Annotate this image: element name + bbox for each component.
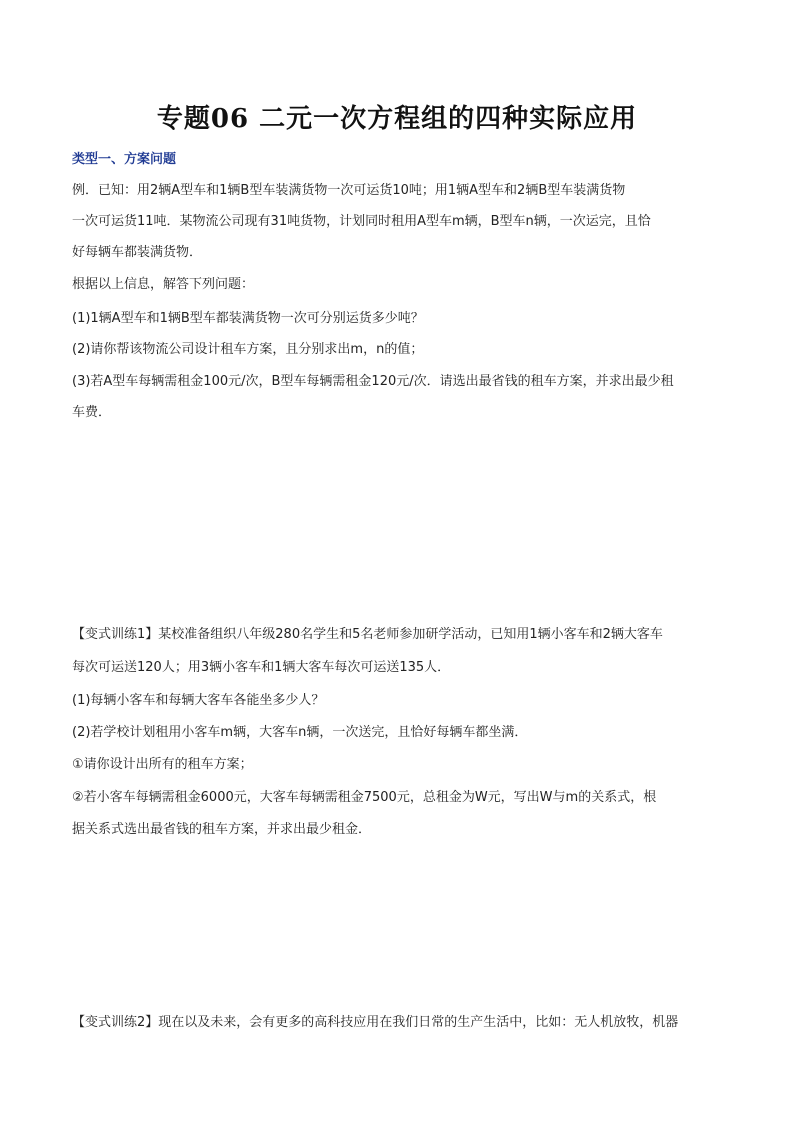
- variant1-question-2: (2)若学校计划租用小客车m辆，大客车n辆，一次送完，且恰好每辆车都坐满．: [72, 725, 528, 740]
- example-line-4: 根据以上信息，解答下列问题：: [72, 277, 255, 292]
- example-line-1: 例．已知：用2辆A型车和1辆B型车装满货物一次可运货10吨；用1辆A型车和2辆B型车装满货物: [72, 183, 626, 198]
- example-question-3-cont: 车费．: [72, 405, 112, 420]
- variant1-line-2: 每次可运送120人；用3辆小客车和1辆大客车每次可运送135人．: [72, 660, 451, 675]
- variant1-subquestion-1: ①请你设计出所有的租车方案；: [72, 757, 253, 772]
- example-question-3: (3)若A型车每辆需租金100元/次，B型车每辆需租金120元/次．请选出最省钱的租车方案，并求出最少租: [72, 374, 674, 389]
- variant1-question-1: (1)每辆小客车和每辆大客车各能坐多少人？: [72, 693, 325, 708]
- example-question-2: (2)请你帮该物流公司设计租车方案，且分别求出m，n的值；: [72, 342, 424, 357]
- variant1-subquestion-2-cont: 据关系式选出最省钱的租车方案，并求出最少租金．: [72, 822, 372, 837]
- example-line-3: 好每辆车都装满货物．: [72, 245, 203, 260]
- page-title: 专题06 二元一次方程组的四种实际应用: [156, 104, 638, 134]
- example-question-1: (1)1辆A型车和1辆B型车都装满货物一次可分别运货多少吨？: [72, 311, 424, 326]
- example-line-2: 一次可运货11吨．某物流公司现有31吨货物，计划同时租用A型车m辆，B型车n辆，一次运完，且恰: [72, 214, 651, 229]
- variant1-subquestion-2: ②若小客车每辆需租金6000元，大客车每辆需租金7500元，总租金为W元，写出W与m的关系式，根: [72, 790, 657, 805]
- variant1-line-1: 【变式训练1】某校准备组织八年级280名学生和5名老师参加研学活动，已知用1辆小客车和2辆大客车: [72, 627, 663, 642]
- section-heading: 类型一、方案问题: [72, 152, 177, 167]
- variant2-line-1: 【变式训练2】现在以及未来，会有更多的高科技应用在我们日常的生产生活中，比如：无人机放牧，机器: [72, 1015, 679, 1030]
